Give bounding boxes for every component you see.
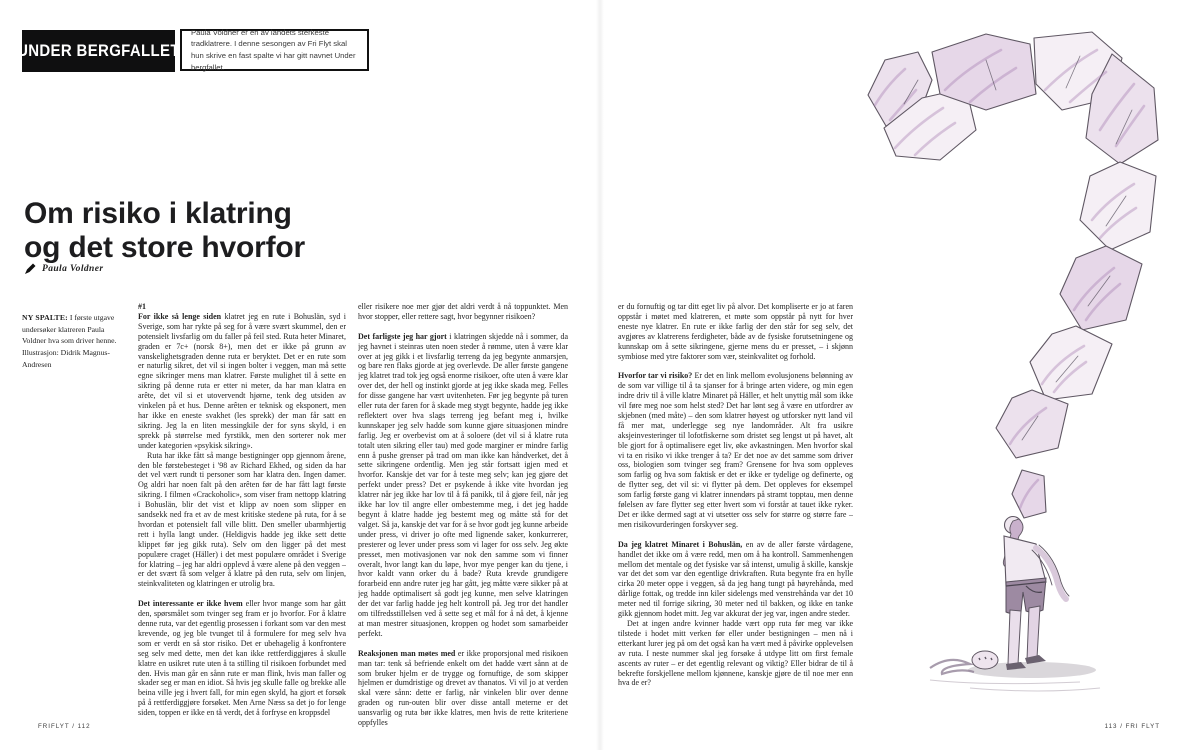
article-paragraph: Da jeg klatret Minaret i Bohuslän, en av de aller første vårdagene, handlet det ikke om å være redd, men om å ha kontroll. Sammenhengen mellom det mentale og det fysiske var så intenst, umulig å skille, kanskje var det det som var den egentlige drivkraften. Ruta begynte fra en hylle cirka 20 meter oppe i veggen, så da jeg hang tungt på høyrehånda, med dårlige fottak, og tredde inn kiler sidelengs med venstrehånda var det 10 meter ned til forrige sikring, 30 meter ned til bakken, og ikke en tanke gikk gjennom hodet mitt. Jeg var akkurat der jeg var, ingen andre steder. [618, 539, 853, 619]
article-paragraph: Det at ingen andre kvinner hadde vært opp ruta før meg var ikke tilstede i hodet mitt verken før eller under bestigningen – men nå i etterkant lurer jeg på om det også kan ha vært med å påvirke opplevelsen av ruta. I neste nummer skal jeg forsøke å utdype litt om first female ascents av ruter – er det egentlig relevant og viktig? Eller bidrar de til å bekrefte forskjellene mellom kjønnene, kanskje gjøre de til noe mer enn hva de er? [618, 618, 853, 688]
title-line-1: Om risiko i klatring [24, 197, 292, 230]
article-paragraph: For ikke så lenge siden klatret jeg en rute i Bohuslän, syd i Sverige, som har rykte på seg for å være svært skummel, den er potensielt livsfarlig om du faller på feil sted. Ruta heter Minaret, graden er 7c+ (norsk 8+), men det er ikke på grunn av vanskelighetsgraden denne ruta er beryktet. Det er en rute som er naturlig sikret, det vil si ingen bolter i veggen, man må sette egne sikringer mens man klatrer. Første mulighet til å sette en sikring på denne ruta er etter ni meter, da har man klatra en arête, det vil si et utovervendt hjørne, tenk deg utsiden av vinkelen på et hus. Denne arêten er teknisk og eksponert, men har ikke en eneste svakhet (les sprekk) der man får satt en sikring. Jeg la en liten messingkile der for syns skyld, i en sprekk på størrelse med fyrstikk, men den sorterer nok mer under kategorien «psykisk sikring». [138, 311, 346, 450]
article-column-1 [138, 302, 346, 718]
article-paragraph: Reaksjonen man møtes med er ikke proporsjonal med risikoen man tar: tenk så befriende enkelt om det hadde vært sånn at de som bruker hjelm er de trygge og fornuftige, de som skipper hjelmen er dumdristige og drevet av thanatos. Vi vil jo at verden skal være sånn: dette er farlig, når vinkelen blir over denne graden og run-outen blir over disse antall meterne er det uansvarlig og ruta bør ikke klatres, men hvis de rette kriteriene oppfylles [358, 648, 568, 728]
boulder [996, 390, 1068, 458]
intro-text: Paula Voldner er en av landets sterkeste tradklatrere. I denne sesongen av Fri Flyt skal hun skrive en fast spalte vi har gitt navnet Under bergfallet. [191, 27, 356, 72]
margin-note-text: I første utgave undersøker klatreren Paula Voldner hva som driver henne. Illustrasjon: Didrik Magnus-Andresen [22, 313, 117, 369]
climber-leg [1008, 610, 1021, 664]
illustration-canvas [780, 20, 1180, 720]
rope [930, 660, 974, 674]
byline [25, 263, 103, 274]
climber-scene [930, 517, 1100, 692]
boulder-group [868, 32, 1158, 518]
byline-author: Paula Voldner [42, 263, 104, 274]
margin-note [22, 312, 124, 371]
article-column-2 [358, 302, 568, 728]
boulder [1080, 162, 1156, 250]
question-mark-illustration [780, 20, 1180, 720]
boulder [1030, 326, 1112, 400]
helmet [972, 651, 998, 669]
folio-right: 113 / FRI FLYT [1104, 723, 1160, 730]
page-fold [596, 0, 604, 750]
kicker-box [17, 30, 180, 72]
margin-note-label: NY SPALTE: [22, 313, 68, 322]
ground-scribble [930, 680, 1100, 691]
pen-icon [25, 263, 36, 274]
article-paragraph: eller risikere noe mer gjør det aldri verdt å nå toppunktet. Men hvor stopper, eller rettere sagt, hvor begynner risikoen? [358, 302, 568, 321]
folio-left: FRIFLYT / 112 [38, 723, 91, 730]
title-line-2: og det store hvorfor [24, 231, 306, 264]
article-paragraph: Hvorfor tar vi risiko? Er det en link mellom evolusjonens belønning av de som var villige til å ta sjanser for å bringe arten videre, og min egen indre driv til å ville klatre Minaret på Häller, et helt unyttig mål som ikke vil føre meg noe som helst sted? Det har lønt seg å være en utfordrer av skjebnen (med måte) – den som klatrer høyest og utforsker nytt land vil få mer mat, underlegge seg nye landområder. Alt fra usikre aksjeinvesteringer til lofotfiskerne som dristet seg lengst ut på havet, alt ble gjort for å optimalisere eget liv, øke avkastningen. Men hvorfor skal vi ta en risiko vi ikke trenger å ta? Er det noe av det samme som driver oss, biologien som tvinger seg fram? Grensene for hva som oppleves som farlig og hva som faktisk er det er ikke er tydelige og definerte, og de flytter seg, det vil si: vi flytter på dem. Det oppleves for eksempel som farlig første gang vi klatrer innendørs på stramt topptau, men denne følelsen av fare flytter seg etter hvert som vi forstår at tauet ikke ryker. Det er ikke dermed sagt at vi utsetter oss selv for større og større fare – men risikovurderingen forskyver seg. [618, 371, 853, 529]
article-paragraph: er du fornuftig og tar ditt eget liv på alvor. Det kompliserte er jo at faren oppstår i møtet med klatreren, et møte som oppstår på nytt for hver eneste nye klatrer. En rute er ikke farlig der den står for seg selv, det avgjøres av klatrerens ferdigheter, både av de fysiske forutsetningene og kunnskap om å sette sikringene, gjerne mens du er presset, – i skjønn symbiose med ytre faktorer som vær, steinkvalitet og forhold. [618, 302, 853, 361]
article-paragraph: Ruta har ikke fått så mange bestigninger opp gjennom årene, den ble førstebesteget i '98 av Richard Ekhed, og siden da har det vel vært rundt ti personer som har klatra den. Ingen damer. Og aldri har noen falt på den arêten før de har fått lagt første sikring. I filmen «Crackoholic», som viser fram nettopp klatring i Bohuslän, blir det vist et klipp av noen som slipper en sandsekk ned fra et av de mest kritiske stedene på ruta, for å se hvordan et potensielt fall ville blitt. Den smeller ubarmhjertig rett i hylla langt under. (Heldigvis hadde jeg ikke sett dette klippet før jeg gikk ruta). Selv om den ligger på det mest populære craget (Häller) i det mest populære området i Sverige for klatring – jeg har aldri opplevd å være alene på den veggen – er det svært få som velger å klatre på den ruta, selv om linjen, steinkvaliteten og klatringen er utrolig bra. [138, 450, 346, 589]
article-paragraph: #1 [138, 302, 146, 311]
climber-leg [1027, 606, 1040, 660]
article-paragraph: Det interessante er ikke hvem eller hvor mange som har gått den, spørsmålet som tvinger seg fram er jo hvorfor. For å klatre denne ruta, var det egentlig prosessen i forkant som var den mest krevende, og jeg ble tvunget til å formulere for meg selv hva som er verdt en så stor risiko. Det er ubehagelig å konfrontere seg selv med dette, men det kan ikke rettferdiggjøres å skulle klatre en usikret rute uten å ta stilling til risikoen forbundet med den. Hvis man går en sånn rute er man flink, hvis man faller og skader seg er man en idiot. Så hvis jeg skulle falle og brekke alle beina ville jeg i hvert fall, for min egen skyld, ha gjort et forsøk på å rettferdiggjøre forsøket. Men Arne Næss sa det jo for lenge siden, toppen er ikke en tå verdt, det å forfryse en kroppsdel [138, 599, 346, 718]
kicker-label: UNDER BERGFALLET [17, 41, 180, 60]
article-title [24, 197, 305, 265]
article-paragraph: Det farligste jeg har gjort i klatringen skjedde nå i sommer, da jeg havnet i steinras uten noen steder å rømme, uten å være klar over at jeg gikk i et livsfarlig terreng da jeg begynte anmarsjen, og bare ren flaks gjorde at jeg overlevde. De aller første gangene jeg klatret trad tok jeg også enorme risikoer, ofte uten å være klar over det, der hell og instinkt gjorde at jeg ikke skada meg. Felles for disse gangene har vært uvitenheten. Før jeg begynte på turen eller ruta der faren for å skade meg stygt begynte, hadde jeg ikke reflektert over hva slags terreng jeg befant meg i, hvilke kunnskaper jeg selv hadde som kunne gjøre situasjonen mindre farlig. Jeg er overbevist om at å soloere (det vil si å klatre ruta totalt uten sikring eller tau) med gode marginer er mindre farlig enn å pushe grenser på trad om man ikke kan håndverket, det å sette sikringene ordentlig. Men jeg står fortsatt igjen med et hvorfor. Kanskje det var for å teste meg selv; kan jeg gjøre det perfekt under press? Det er psykende å ikke vite hvordan jeg klatrer når jeg ikke har lov til å få panikk, til å gjøre feil, når jeg ikke har lov til angre eller ombestemme meg, i det jeg hadde begynt å klatre hadde jeg bestemt meg og måtte stå for det valget. Så ja, kanskje det var for å se hvor godt jeg kunne arbeide under press, vi driver jo ofte med lignende saker, konkurrerer, presterer og lever under press som vi lager for oss selv. Jeg økte presset, men motivasjonen var nok den samme som vi finner overalt, hvor langt kan du løpe, hvor mye penger kan du tjene, i hvor kaldt vann orker du å bade? Ruta krevde grundigere forarbeid enn andre ruter jeg har gått, jeg måtte være sikker på at jeg hadde optimalisert så godt jeg kunne, men selve klatringen der det var farlig hadde jeg helt kontroll på. Jeg tror det handler om tilfredsstillelsen ved å sette seg et mål for å nå det, å kjenne at man mestrer situasjonen, kroppen og hodet som samarbeider perfekt. [358, 331, 568, 638]
question-mark-dot [1012, 470, 1046, 518]
intro-box [180, 29, 369, 71]
